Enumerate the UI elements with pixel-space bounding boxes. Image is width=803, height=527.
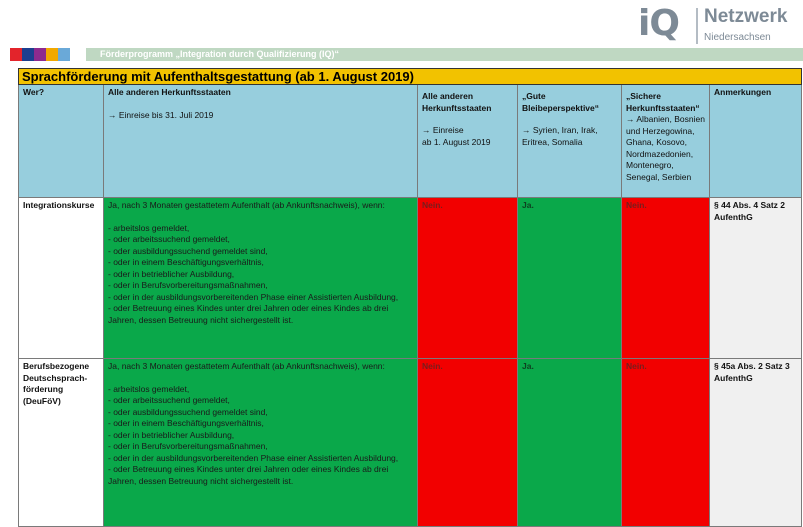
row1-notes-text: § 44 Abs. 4 Satz 2 AufenthG: [714, 200, 786, 222]
banner-square-red: [10, 48, 22, 61]
row1-col3-value: Ja.: [522, 200, 534, 210]
header-col2-sub2: ab 1. August 2019: [422, 136, 491, 147]
row2-col4-value: Nein.: [626, 361, 647, 371]
banner-square-purple: [34, 48, 46, 61]
row2-cond-4: - oder in betrieblicher Ausbildung,: [108, 429, 235, 440]
header-col3: [518, 85, 622, 198]
row1-label-text: Integrationskurse: [23, 200, 95, 210]
row1-cond-6: - oder in der ausbildungsvorbereitenden Phase einer Assistierten Ausbildung,: [108, 291, 399, 302]
logo-region-text: Niedersachsen: [704, 32, 771, 43]
row1-col2: [418, 198, 518, 359]
header-col2-sub1: → Einreise: [422, 125, 464, 135]
header-who-label: Wer?: [23, 87, 45, 97]
banner-strip: [86, 48, 803, 61]
row2-cond-1: - oder arbeitssuchend gemeldet,: [108, 395, 230, 405]
row1-col2-value: Nein.: [422, 200, 443, 210]
row1-cond-5: - oder in Berufsvorbereitungsmaßnahmen,: [108, 280, 268, 290]
row2-cond-5: - oder in Berufsvorbereitungsmaßnahmen,: [108, 441, 268, 451]
row2-col1: [104, 359, 418, 527]
row2-cond-2: - oder ausbildungssuchend gemeldet sind,: [108, 406, 268, 417]
row1-notes: [710, 198, 802, 359]
program-banner: [10, 48, 803, 61]
row1-intro: Ja, nach 3 Monaten gestattetem Aufenthalt (ab Ankunftsnachweis), wenn:: [108, 200, 385, 210]
header-col3-sub: → Syrien, Iran, Irak, Eritrea, Somalia: [522, 125, 598, 147]
row2-col3: [518, 359, 622, 527]
header-notes-label: Anmerkungen: [714, 87, 772, 97]
row1-cond-2: - oder ausbildungssuchend gemeldet sind,: [108, 245, 268, 256]
row1-label: [18, 198, 104, 359]
header-col4: [622, 85, 710, 198]
row2-notes-text: § 45a Abs. 2 Satz 3 AufenthG: [714, 361, 790, 383]
header-col2: [418, 85, 518, 198]
logo-iq-mark: iQ: [638, 3, 679, 44]
row1-col1: [104, 198, 418, 359]
header-who: [18, 85, 104, 198]
row2-col4: [622, 359, 710, 527]
iq-netzwerk-logo: [638, 4, 798, 48]
banner-square-orange: [46, 48, 58, 61]
banner-square-blue: [22, 48, 34, 61]
row2-cond-7: - oder Betreuung eines Kindes unter drei Jahren oder eines Kindes ab drei Jahren, dessen Betreuung nicht sichergestellt ist.: [108, 464, 389, 486]
row1-col4: [622, 198, 710, 359]
row2-cond-6: - oder in der ausbildungsvorbereitenden Phase einer Assistierten Ausbildung,: [108, 452, 399, 463]
row1-col4-value: Nein.: [626, 200, 647, 210]
row2-cond-0: - arbeitslos gemeldet,: [108, 383, 190, 394]
row2-intro: Ja, nach 3 Monaten gestattetem Aufenthalt (ab Ankunftsnachweis), wenn:: [108, 361, 385, 371]
logo-network-text: Netzwerk: [704, 6, 788, 27]
header-col4-sub: → Albanien, Bosnien und Herzegowina, Ghana, Kosovo, Nordmazedonien, Montenegro, Senegal, Serbien: [626, 114, 705, 182]
banner-text: Förderprogramm „Integration durch Qualifizierung (IQ)“: [100, 49, 340, 59]
table-title: Sprachförderung mit Aufenthaltsgestattung (ab 1. August 2019): [18, 68, 802, 85]
row2-label: [18, 359, 104, 527]
row2-col3-value: Ja.: [522, 361, 534, 371]
row1-cond-7: - oder Betreuung eines Kindes unter drei Jahren oder eines Kindes ab drei Jahren, dessen Betreuung nicht sichergestellt ist.: [108, 303, 389, 325]
row2-label-text: Berufsbezogene Deutschsprach-förderung (DeuFöV): [23, 361, 90, 406]
row1-cond-4: - oder in betrieblicher Ausbildung,: [108, 268, 235, 279]
header-col1-title: Alle anderen Herkunftsstaaten: [108, 87, 231, 97]
header-col1-sub: → Einreise bis 31. Juli 2019: [108, 109, 214, 120]
header-col3-title: „Gute Bleibeperspektive“: [522, 91, 600, 113]
row2-cond-3: - oder in einem Beschäftigungsverhältnis,: [108, 418, 264, 428]
row1-cond-3: - oder in einem Beschäftigungsverhältnis,: [108, 257, 264, 267]
row2-col2: [418, 359, 518, 527]
header-col1: [104, 85, 418, 198]
row1-cond-1: - oder arbeitssuchend gemeldet,: [108, 234, 230, 244]
header-col2-title: Alle anderen Herkunftsstaaten: [422, 91, 492, 113]
row1-cond-0: - arbeitslos gemeldet,: [108, 222, 190, 233]
row2-notes: [710, 359, 802, 527]
logo-divider: [696, 8, 698, 44]
banner-square-lightblue: [58, 48, 70, 61]
header-notes: [710, 85, 802, 198]
header-col4-title: „Sichere Herkunftsstaaten“: [626, 91, 700, 113]
row1-col3: [518, 198, 622, 359]
row2-col2-value: Nein.: [422, 361, 443, 371]
